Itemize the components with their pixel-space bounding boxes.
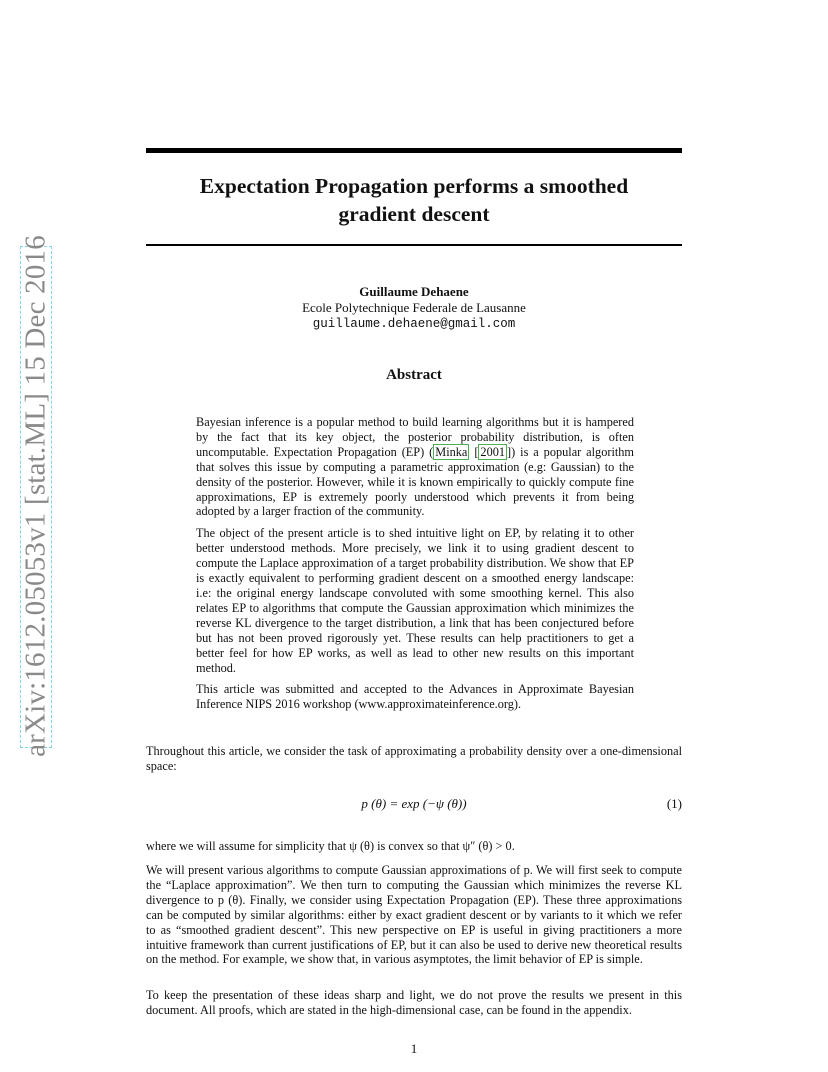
title-bottom-rule [146, 244, 682, 246]
citation-year-link[interactable]: 2001 [480, 444, 506, 459]
body-paragraph-3 [146, 988, 682, 1018]
author-name: Guillaume Dehaene [359, 284, 469, 299]
arxiv-stamp-text: arXiv:1612.05053v1 [stat.ML] 15 Dec 2016 [19, 235, 52, 757]
abstract-heading: Abstract [386, 367, 442, 383]
paper-title [146, 172, 682, 228]
abstract-paragraph-2: The object of the present article is to shed intuitive light on EP, by relating it to other better understood methods. More precisely, we link it to using gradient descent to compute the Laplace approximation of a target probability distribution. We show that EP is exactly equivalent to performing gradient descent on a smoothed energy landscape: i.e: the original energy landscape convoluted with some smoothing kernel. This also relates EP to algorithms that compute the Gaussian approximation which minimizes the reverse KL divergence to the target distribution, a link that has been conjectured before but has not been proved rigorously yet. These results can help practitioners to get a better feel for how EP works, as well as lead to other new results on this important method. [196, 526, 634, 675]
intro-text: Throughout this article, we consider the task of approximating a probability density over a one-dimensional space: [146, 744, 682, 773]
after-equation-paragraph [146, 839, 682, 854]
intro-paragraph [146, 744, 682, 774]
title-line-1: Expectation Propagation performs a smoothed [199, 174, 629, 198]
title-line-2: gradient descent [338, 202, 490, 226]
equation-number: (1) [666, 796, 682, 811]
author-email: guillaume.dehaene@gmail.com [312, 317, 516, 331]
abstract-p1-end: ) is a popular algorithm that solves this issue by computing a parametric approximation (e.g: Gaussian) to the density of the posterior. However, while it is known empirically to quickly compute fine approximations, EP is extremely poorly understood which prevents it from being adopted by a larger fraction of the community. [196, 444, 634, 519]
abstract-p1-start: Bayesian inference is a popular method to build learning algorithms but it is hampered by the fact that its key object, the posterior probability distribution, is often uncomputable. Expectation Propagation (EP) ( [196, 415, 634, 459]
equation-expression: p (θ) = exp (−ψ (θ)) [361, 796, 467, 811]
abstract-body [196, 415, 634, 719]
body-paragraph-2 [146, 863, 682, 967]
author-block [146, 284, 682, 332]
author-affiliation: Ecole Polytechnique Federale de Lausanne [302, 300, 526, 315]
abstract-paragraph-3: This article was submitted and accepted to the Advances in Approximate Bayesian Inference NIPS 2016 workshop (www.approximateinference.org). [196, 682, 634, 712]
abstract-paragraph-1: Bayesian inference is a popular method to build learning algorithms but it is hampered by the fact that its key object, the posterior probability distribution, is often uncomputable. Expectation Propagation (EP) ( Minka [ 2001 ]) is a popular algorithm that solves this issue by computing a parametric approximation (e.g: Gaussian) to the density of the posterior. However, while it is known empirically to quickly compute fine approximations, EP is extremely poorly understood which prevents it from being adopted by a larger fraction of the community. [196, 415, 634, 519]
after-equation-text: where we will assume for simplicity that ψ (θ) is convex so that ψ″ (θ) > 0. [146, 839, 515, 853]
equation-1 [146, 796, 682, 814]
citation-author-link[interactable]: Minka [435, 444, 468, 459]
body-paragraph-2-text: We will present various algorithms to compute Gaussian approximations of p. We will first seek to compute the “Laplace approximation”. We then turn to computing the Gaussian which minimizes the reverse KL divergence to p (θ). Finally, we consider using Expectation Propagation (EP). These three approximations can be computed by similar algorithms: either by exact gradient descent or by variants to it which we refer to as “smoothed gradient descent”. This new perspective on EP is useful in giving practitioners a more intuitive framework than current justifications of EP, but it can also be used to derive new theoretical results on the method. For example, we show that, in various asymptotes, the limit behavior of EP is simple. [146, 863, 682, 967]
page-number: 1 [410, 1041, 418, 1056]
title-top-rule [146, 148, 682, 153]
body-paragraph-3-text: To keep the presentation of these ideas sharp and light, we do not prove the results we present in this document. All proofs, which are stated in the high-dimensional case, can be found in the appendix. [146, 988, 682, 1017]
